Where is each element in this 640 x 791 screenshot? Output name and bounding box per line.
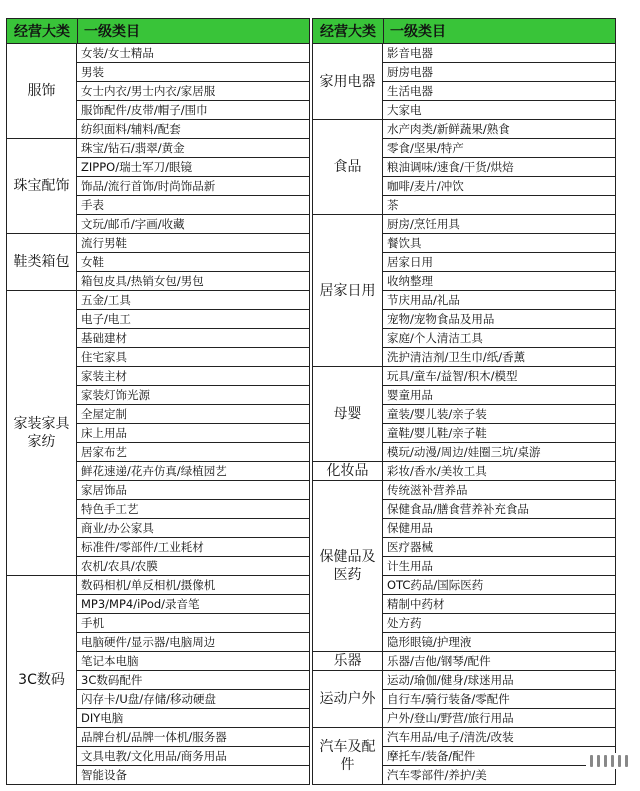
- first-level-item: 运动/瑜伽/健身/球迷用品: [387, 673, 514, 687]
- first-level-item: 家装主材: [77, 366, 309, 385]
- first-level-item: 生活电器: [383, 81, 615, 100]
- first-level-item: 彩妆/香水/美妆工具: [387, 464, 487, 478]
- first-level-item: 精制中药材: [383, 594, 615, 613]
- category-group: [7, 43, 309, 138]
- first-level-item: 全屋定制: [77, 404, 309, 423]
- first-level-list: [77, 291, 309, 575]
- first-level-list: [77, 44, 309, 138]
- first-level-item: 五金/工具: [81, 293, 131, 307]
- first-level-item: 电子/电工: [77, 309, 309, 328]
- first-level-item: ZIPPO/瑞士军刀/眼镜: [77, 157, 309, 176]
- category-group: [7, 575, 309, 784]
- first-level-item: 农机/农具/农膜: [77, 556, 309, 575]
- major-category-name: 运动户外: [313, 671, 383, 727]
- first-level-list: [77, 139, 309, 233]
- first-level-item: 汽车零部件/养护/美: [383, 765, 615, 784]
- first-level-item: 医疗器械: [383, 537, 615, 556]
- major-category-name: 母婴: [313, 367, 383, 461]
- first-level-item: OTC药品/国际医药: [383, 575, 615, 594]
- first-level-item: 模玩/动漫/周边/娃圈三坑/桌游: [383, 442, 615, 461]
- first-level-item: 玩具/童车/益智/积木/模型: [387, 369, 518, 383]
- first-level-item: 厨房/烹饪用具: [387, 217, 460, 231]
- first-level-item: 影音电器: [387, 46, 433, 60]
- first-level-item: 餐饮具: [383, 233, 615, 252]
- category-group: [313, 214, 615, 366]
- major-category-name: 汽车及配件: [313, 728, 383, 784]
- first-level-list: [383, 367, 615, 461]
- first-level-item: 特色手工艺: [77, 499, 309, 518]
- first-level-list: [383, 462, 615, 480]
- major-category-name: 食品: [313, 120, 383, 214]
- first-level-item: 大家电: [383, 100, 615, 119]
- first-level-list: [383, 44, 615, 119]
- first-level-item: 处方药: [383, 613, 615, 632]
- first-level-list: [383, 671, 615, 727]
- first-level-item: 数码相机/单反相机/摄像机: [81, 578, 216, 592]
- first-level-item: 电脑硬件/显示器/电脑周边: [77, 632, 309, 651]
- first-level-item: 粮油调味/速食/干货/烘焙: [383, 157, 615, 176]
- major-category-name: 家装家具家纺: [7, 291, 77, 575]
- first-level-item: 商业/办公家具: [77, 518, 309, 537]
- first-level-item: 闪存卡/U盘/存储/移动硬盘: [77, 689, 309, 708]
- first-level-item: 童鞋/婴儿鞋/亲子鞋: [383, 423, 615, 442]
- first-level-list: [77, 234, 309, 290]
- first-level-item: 手表: [77, 195, 309, 214]
- first-level-item: 标准件/零部件/工业耗材: [77, 537, 309, 556]
- category-group: [313, 366, 615, 461]
- first-level-item: 洗护清洁剂/卫生巾/纸/香薰: [383, 347, 615, 366]
- major-category-name: 居家日用: [313, 215, 383, 366]
- category-group: [313, 461, 615, 480]
- first-level-item: 文具电教/文化用品/商务用品: [77, 746, 309, 765]
- major-category-name: 乐器: [313, 652, 383, 670]
- header-first-category: 一级类目: [390, 24, 446, 40]
- category-group: [313, 119, 615, 214]
- first-level-list: [383, 215, 615, 366]
- first-level-item: 居家日用: [383, 252, 615, 271]
- table-header: [7, 19, 309, 43]
- first-level-item: 流行男鞋: [81, 236, 127, 250]
- first-level-item: 收纳整理: [383, 271, 615, 290]
- first-level-item: 计生用品: [383, 556, 615, 575]
- first-level-item: 水产肉类/新鲜蔬果/熟食: [387, 122, 510, 136]
- category-group: [7, 138, 309, 233]
- first-level-item: 家装灯饰光源: [77, 385, 309, 404]
- first-level-item: 智能设备: [77, 765, 309, 784]
- first-level-list: [383, 120, 615, 214]
- major-category-name: 服饰: [7, 44, 77, 138]
- first-level-item: 节庆用品/礼品: [383, 290, 615, 309]
- header-first-category: 一级类目: [84, 24, 140, 40]
- more-icon: [586, 753, 632, 769]
- first-level-item: 童装/婴儿装/亲子装: [383, 404, 615, 423]
- first-level-item: 箱包皮具/热销女包/男包: [77, 271, 309, 290]
- first-level-item: 女士内衣/男士内衣/家居服: [77, 81, 309, 100]
- first-level-item: 零食/坚果/特产: [383, 138, 615, 157]
- first-level-item: 隐形眼镜/护理液: [383, 632, 615, 651]
- first-level-item: 纺织面料/辅料/配套: [77, 119, 309, 138]
- first-level-item: 手机: [77, 613, 309, 632]
- first-level-item: 茶: [383, 195, 615, 214]
- first-level-item: 户外/登山/野营/旅行用品: [383, 708, 615, 727]
- category-group: [7, 233, 309, 290]
- first-level-list: [383, 481, 615, 651]
- category-group: [313, 480, 615, 651]
- header-major-category: 经营大类: [7, 19, 78, 43]
- first-level-item: 品牌台机/品牌一体机/服务器: [77, 727, 309, 746]
- first-level-item: 笔记本电脑: [77, 651, 309, 670]
- first-level-item: 家庭/个人清洁工具: [383, 328, 615, 347]
- left-category-table: [6, 18, 310, 785]
- first-level-item: 女装/女士精品: [81, 46, 154, 60]
- first-level-item: 鲜花速递/花卉仿真/绿植园艺: [77, 461, 309, 480]
- first-level-item: 摩托车/装备/配件: [383, 746, 615, 765]
- category-group: [313, 727, 615, 784]
- first-level-item: 居家布艺: [77, 442, 309, 461]
- header-major-category: 经营大类: [313, 19, 384, 43]
- table-header: [313, 19, 615, 43]
- category-group: [313, 670, 615, 727]
- first-level-item: 床上用品: [77, 423, 309, 442]
- first-level-list: [77, 576, 309, 784]
- first-level-item: 宠物/宠物食品及用品: [383, 309, 615, 328]
- category-group: [7, 290, 309, 575]
- first-level-item: 保健用品: [383, 518, 615, 537]
- first-level-item: 珠宝/钻石/翡翠/黄金: [81, 141, 185, 155]
- first-level-item: 厨房电器: [383, 62, 615, 81]
- first-level-item: MP3/MP4/iPod/录音笔: [77, 594, 309, 613]
- first-level-item: 乐器/吉他/钢琴/配件: [387, 654, 491, 668]
- first-level-item: 婴童用品: [383, 385, 615, 404]
- first-level-item: 住宅家具: [77, 347, 309, 366]
- first-level-item: 保健食品/膳食营养补充食品: [383, 499, 615, 518]
- major-category-name: 鞋类箱包: [7, 234, 77, 290]
- major-category-name: 3C数码: [7, 576, 77, 784]
- first-level-item: 女鞋: [77, 252, 309, 271]
- right-category-table: [312, 18, 616, 785]
- major-category-name: 珠宝配饰: [7, 139, 77, 233]
- first-level-item: DIY电脑: [77, 708, 309, 727]
- first-level-item: 汽车用品/电子/清洗/改装: [387, 730, 514, 744]
- first-level-item: 文玩/邮币/字画/收藏: [77, 214, 309, 233]
- first-level-item: 家居饰品: [77, 480, 309, 499]
- first-level-list: [383, 652, 615, 670]
- first-level-item: 3C数码配件: [77, 670, 309, 689]
- first-level-item: 服饰配件/皮带/帽子/围巾: [77, 100, 309, 119]
- first-level-list: [383, 728, 615, 784]
- first-level-item: 饰品/流行首饰/时尚饰品新: [77, 176, 309, 195]
- category-group: [313, 651, 615, 670]
- category-group: [313, 43, 615, 119]
- major-category-name: 化妆品: [313, 462, 383, 480]
- major-category-name: 家用电器: [313, 44, 383, 119]
- first-level-item: 男装: [77, 62, 309, 81]
- major-category-name: 保健品及医药: [313, 481, 383, 651]
- first-level-item: 自行车/骑行装备/零配件: [383, 689, 615, 708]
- first-level-item: 传统滋补营养品: [387, 483, 468, 497]
- first-level-item: 基础建材: [77, 328, 309, 347]
- first-level-item: 咖啡/麦片/冲饮: [383, 176, 615, 195]
